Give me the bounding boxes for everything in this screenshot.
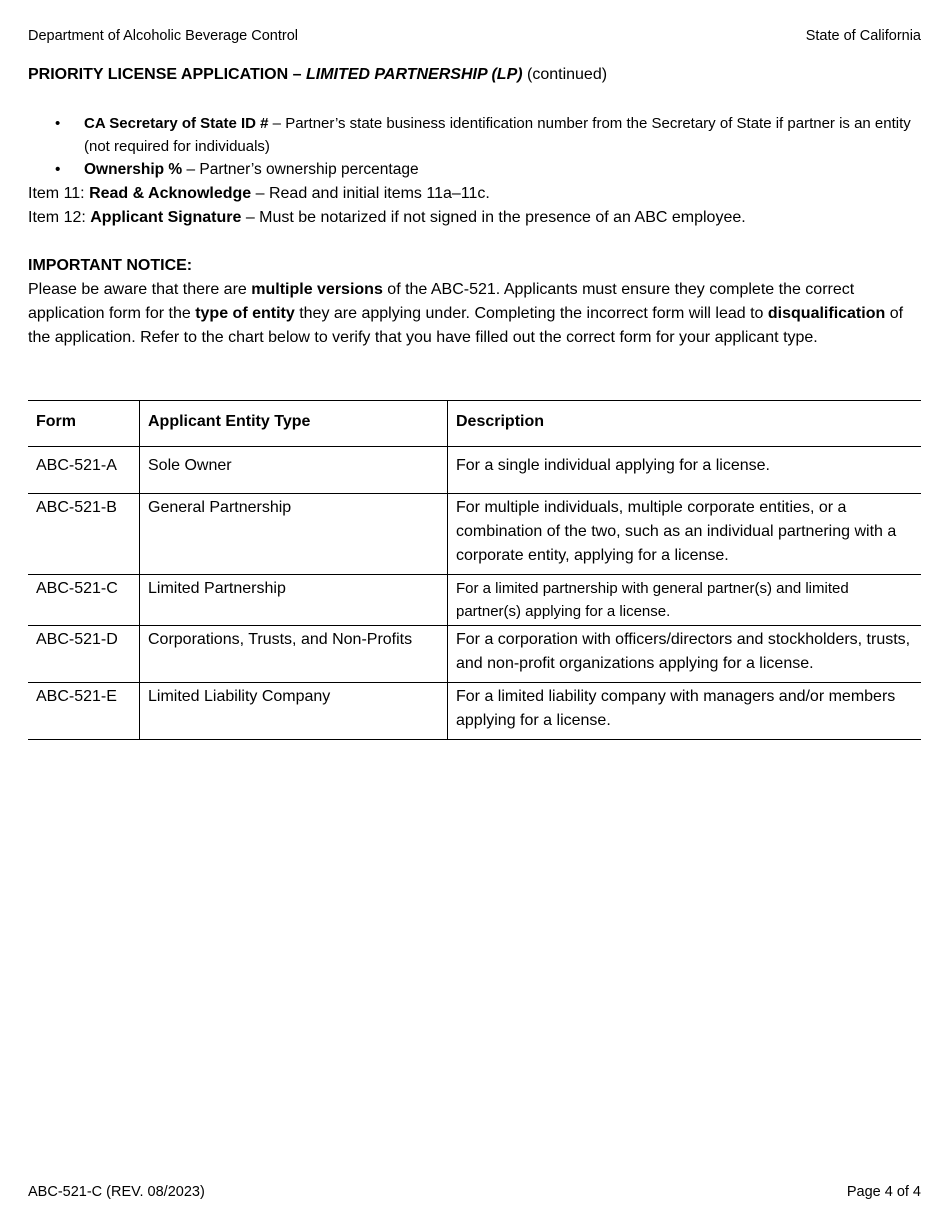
- state-name: State of California: [805, 28, 921, 44]
- page-title: [28, 63, 607, 87]
- notice-paragraph: [28, 278, 921, 350]
- bullet-item: [28, 112, 921, 158]
- form-chart-table: [28, 400, 921, 740]
- bullet-dot-icon: •: [55, 115, 61, 132]
- important-notice: [28, 254, 921, 350]
- cell-form: ABC-521-C: [28, 575, 140, 626]
- title-suffix: (continued): [522, 66, 608, 83]
- notice-text: of the ABC-521. Applicants must ensure they complete the correct application form for the: [28, 281, 855, 322]
- title-bold: PRIORITY LICENSE APPLICATION –: [28, 66, 306, 83]
- bullet-label: CA Secretary of State ID #: [84, 115, 269, 132]
- notice-text: they are applying under. Completing the incorrect form will lead to: [294, 305, 768, 322]
- bullet-text: – Partner’s ownership percentage: [182, 161, 419, 178]
- cell-entity-type: Corporations, Trusts, and Non-Profits: [140, 626, 448, 683]
- item-12: [28, 206, 921, 230]
- column-header-description: Description: [448, 401, 922, 447]
- column-header-entity-type: Applicant Entity Type: [140, 401, 448, 447]
- bullet-dot-icon: •: [55, 161, 61, 178]
- bullet-text: – Partner’s state business identification number from the Secretary of State if partner is an entity (not required for individuals): [84, 115, 911, 155]
- bullet-item: [28, 158, 921, 181]
- title-italic: LIMITED PARTNERSHIP (LP): [305, 66, 523, 83]
- form-revision: ABC-521-C (REV. 08/2023): [28, 1184, 205, 1200]
- page-number: Page 4 of 4: [846, 1184, 921, 1200]
- item-list: [28, 182, 921, 230]
- table-row: [28, 447, 921, 494]
- table-row: [28, 626, 921, 683]
- cell-form: ABC-521-E: [28, 683, 140, 740]
- cell-description: For a single individual applying for a license.: [448, 447, 922, 494]
- item-text: – Must be notarized if not signed in the presence of an ABC employee.: [241, 209, 746, 226]
- notice-emphasis: multiple versions: [251, 281, 383, 298]
- cell-entity-type: General Partnership: [140, 494, 448, 575]
- cell-form: ABC-521-B: [28, 494, 140, 575]
- cell-description: For a corporation with officers/directors and stockholders, trusts, and non-profit organizations applying for a license.: [448, 626, 922, 683]
- table-row: [28, 683, 921, 740]
- item-prefix: Item 12:: [28, 209, 91, 226]
- table-row: [28, 575, 921, 626]
- cell-entity-type: Sole Owner: [140, 447, 448, 494]
- cell-entity-type: Limited Partnership: [140, 575, 448, 626]
- bullet-label: Ownership %: [84, 161, 183, 178]
- notice-text: Please be aware that there are: [28, 281, 252, 298]
- notice-text: of the application. Refer to the chart below to verify that you have filled out the correct form for your applicant type.: [28, 305, 904, 346]
- cell-description: For multiple individuals, multiple corporate entities, or a combination of the two, such as an individual partnering with a corporate entity, applying for a license.: [448, 494, 922, 575]
- column-header-form: Form: [28, 401, 140, 447]
- document-page: [28, 0, 921, 1230]
- item-text: – Read and initial items 11a–11c.: [251, 185, 490, 202]
- cell-description: For a limited liability company with managers and/or members applying for a license.: [448, 683, 922, 740]
- cell-form: ABC-521-A: [28, 447, 140, 494]
- cell-entity-type: Limited Liability Company: [140, 683, 448, 740]
- item-prefix: Item 11:: [28, 185, 90, 202]
- bullet-list: [28, 112, 921, 181]
- cell-form: ABC-521-D: [28, 626, 140, 683]
- cell-description: For a limited partnership with general partner(s) and limited partner(s) applying for a license.: [448, 575, 922, 626]
- notice-heading: IMPORTANT NOTICE:: [28, 257, 193, 274]
- item-label: Applicant Signature: [90, 209, 242, 226]
- item-label: Read & Acknowledge: [89, 185, 252, 202]
- item-11: [28, 182, 921, 206]
- table-row: [28, 494, 921, 575]
- notice-emphasis: type of entity: [195, 305, 295, 322]
- table-header-row: [28, 401, 921, 447]
- notice-emphasis: disqualification: [767, 305, 886, 322]
- department-name: Department of Alcoholic Beverage Control: [28, 28, 299, 44]
